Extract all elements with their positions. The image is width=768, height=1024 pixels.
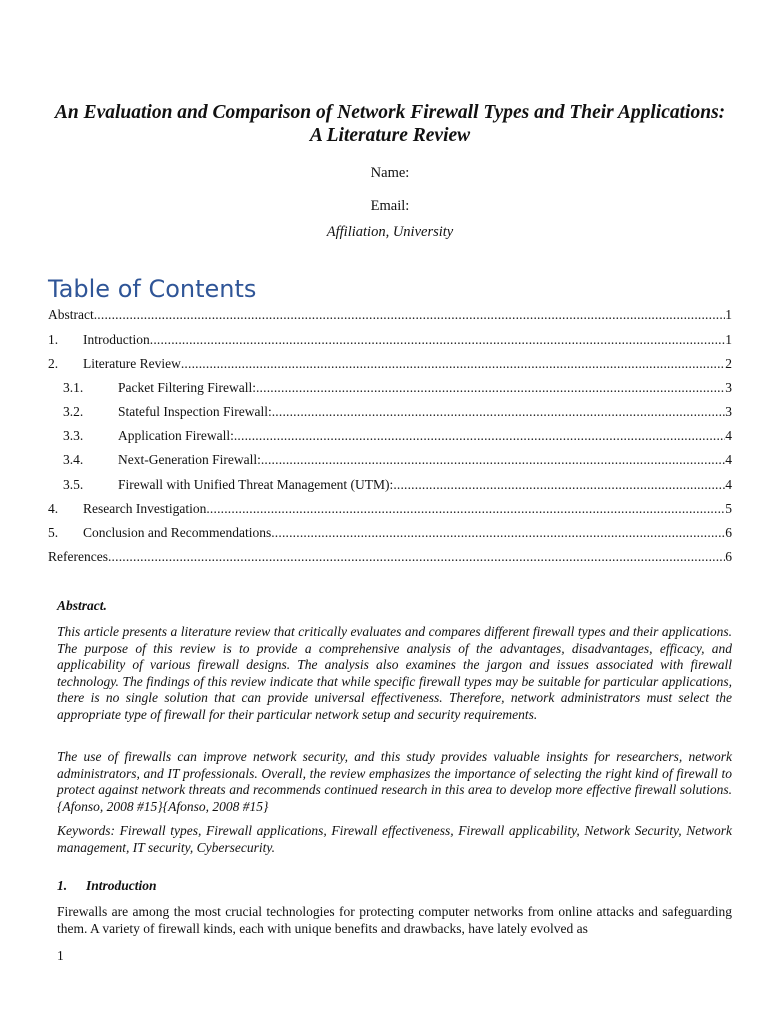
toc-entry-next-generation[interactable] [48, 451, 732, 469]
toc-entry-number: 3.1. [63, 380, 84, 395]
toc-entry-text: Conclusion and Recommendations [83, 525, 272, 540]
author-email-label: Email: [370, 198, 410, 214]
keywords-paragraph: Keywords: Firewall types, Firewall applications, Firewall effectiveness, Firewall applicability, Network Security, Network management, IT security, Cybersecurity. [57, 823, 732, 855]
toc-entry-number: 1. [48, 332, 59, 347]
toc-dot-leader [234, 427, 725, 445]
toc-entry-number: 2. [48, 356, 59, 371]
toc-entry-page: 6 [725, 525, 732, 540]
abstract-paragraph: This article presents a literature review that critically evaluates and compares different firewall types and their applications. The purpose of this review is to provide a comprehensive analysis of the advantages, disadvantages, efficacy, and applicability of various firewall designs. The analysis also examines the jargon and issues associated with firewall technology. The findings of this review indicate that while specific firewall types may be suitable for particular applications, there is no single solution that can provide universal effectiveness. Therefore, network administrators must select the appropriate type of firewall for their particular network setup and security requirements. [57, 624, 732, 722]
toc-dot-leader [94, 306, 726, 324]
author-name-label: Name: [370, 165, 410, 181]
toc-entry-page: 4 [725, 452, 732, 467]
toc-entry-text: Research Investigation [83, 501, 207, 516]
toc-dot-leader [393, 476, 725, 494]
toc-entry-literature-review[interactable] [48, 355, 732, 373]
toc-entry-page: 5 [725, 501, 732, 516]
toc-entry-number: 3.3. [63, 428, 84, 443]
toc-entry-number: 4. [48, 501, 59, 516]
page-number: 1 [57, 948, 64, 963]
toc-entry-application-firewall[interactable] [48, 427, 732, 445]
toc-dot-leader [271, 524, 725, 542]
toc-entry-page: 3 [725, 404, 732, 419]
toc-entry-stateful-inspection[interactable] [48, 403, 732, 421]
toc-entry-page: 2 [725, 356, 732, 371]
toc-entry-text: Introduction [83, 332, 150, 347]
toc-entry-text: Firewall with Unified Threat Management (UTM): [118, 477, 394, 492]
toc-entry-page: 4 [725, 428, 732, 443]
toc-entry-text: Stateful Inspection Firewall: [118, 404, 272, 419]
toc-heading: Table of Contents [48, 275, 257, 303]
section-title: Introduction [86, 878, 157, 893]
abstract-heading: Abstract. [57, 598, 107, 613]
toc-dot-leader [206, 500, 725, 518]
toc-dot-leader [181, 355, 725, 373]
toc-entry-number: 3.4. [63, 452, 84, 467]
toc-entry-page: 6 [725, 549, 732, 564]
toc-dot-leader [256, 379, 725, 397]
toc-entry-text: References [48, 549, 108, 564]
toc-entry-number: 3.2. [63, 404, 84, 419]
toc-entry-text: Literature Review [83, 356, 181, 371]
author-affiliation: Affiliation, University [326, 224, 454, 240]
toc-entry-page: 3 [725, 380, 732, 395]
toc-entry-page: 1 [725, 307, 732, 322]
toc-entry-abstract[interactable] [48, 306, 732, 324]
toc-entry-utm[interactable] [48, 476, 732, 494]
toc-entry-number: 3.5. [63, 477, 84, 492]
toc-dot-leader [108, 548, 725, 566]
toc-entry-text: Next-Generation Firewall: [118, 452, 261, 467]
toc-entry-page: 1 [725, 332, 732, 347]
toc-dot-leader [272, 403, 726, 421]
section-number: 1. [57, 878, 68, 893]
toc-dot-leader [150, 331, 726, 349]
toc-entry-page: 4 [725, 477, 732, 492]
toc-entry-research-investigation[interactable] [48, 500, 732, 518]
abstract-paragraph: The use of firewalls can improve network security, and this study provides valuable insights for researchers, network administrators, and IT professionals. Overall, the review emphasizes the importance of selecting the right kind of firewall to protect against network threats and recommends continued research in this area to develop more effective firewall solutions.{Afonso, 2008 #15}{Afonso, 2008 #15} [57, 749, 732, 814]
toc-entry-introduction[interactable] [48, 331, 732, 349]
toc-entry-text: Application Firewall: [118, 428, 234, 443]
toc-entry-packet-filtering[interactable] [48, 379, 732, 397]
toc-entry-references[interactable] [48, 548, 732, 566]
toc-dot-leader [261, 451, 725, 469]
toc-entry-number: 5. [48, 525, 59, 540]
toc-entry-text: Packet Filtering Firewall: [118, 380, 256, 395]
toc-entry-text: Abstract [48, 307, 94, 322]
introduction-paragraph: Firewalls are among the most crucial technologies for protecting computer networks from online attacks and safeguarding them. A variety of firewall kinds, each with unique benefits and drawbacks, have lately evolved as [57, 904, 732, 936]
toc-entry-conclusion[interactable] [48, 524, 732, 542]
introduction-heading [57, 878, 157, 894]
document-title: An Evaluation and Comparison of Network Firewall Types and Their Applications: A Literature Review [54, 102, 726, 146]
